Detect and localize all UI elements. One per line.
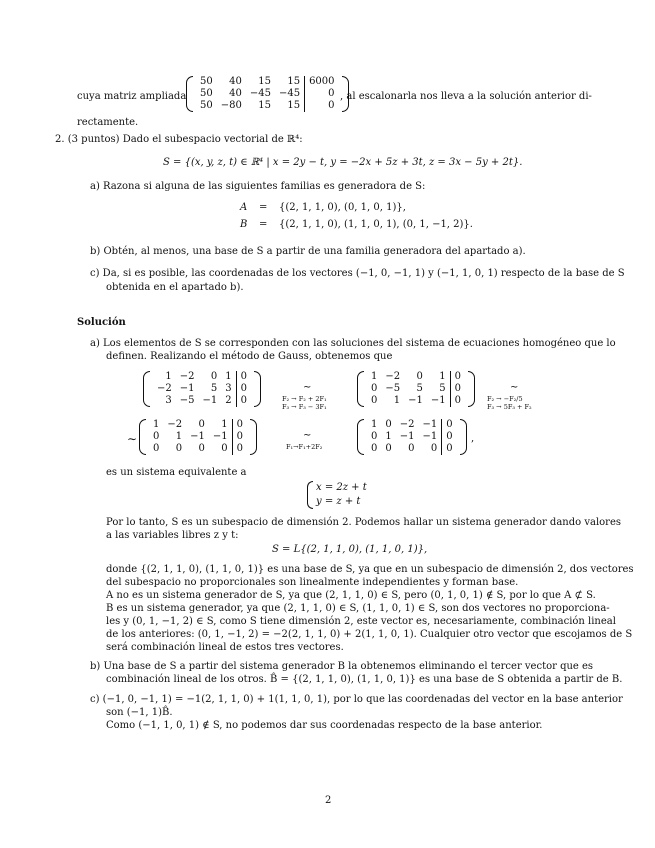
matrix-cell: 5	[416, 383, 423, 394]
matrix-comma: ,	[471, 433, 475, 444]
solution-b-line2: combinación lineal de los otros. B̂ = {(2, 1, 1, 0), (1, 1, 0, 1)} es una base de S obtenida a partir de B.	[106, 674, 623, 685]
matrix-cell: 1	[153, 419, 160, 430]
matrix-cell: 0	[210, 371, 218, 382]
row-op-3: F₁→F₁+2F₂	[286, 443, 323, 451]
matrix-cell: 0	[446, 419, 453, 430]
matrix-cell: −2	[399, 419, 415, 430]
problem-heading: 2. (3 puntos) Dado el subespacio vectorial de ℝ⁴:	[55, 134, 303, 145]
matrix-cell: 0	[240, 395, 247, 406]
matrix-cell: 3	[221, 383, 236, 395]
matrix-cell: 0	[454, 395, 461, 406]
matrix-cell: 1	[371, 371, 378, 382]
solution-p4: del subespacio no proporcionales son linealmente independientes y forman base.	[106, 577, 519, 588]
system-eq-2: y = z + t	[316, 496, 361, 507]
solution-p8: de los anteriores: (0, 1, −1, 2) = −2(2, 1, 1, 0) + 2(1, 1, 0, 1). Cualquier otro vector que escojamos de S	[106, 629, 633, 640]
equiv-symbol-4: ∼	[303, 430, 312, 441]
matrix-cell: −1	[408, 395, 423, 406]
matrix-cell: 50	[200, 100, 213, 111]
matrix-cell: −2	[157, 383, 172, 394]
family-a-label: A	[240, 202, 248, 213]
matrix-cell: −1	[419, 419, 443, 431]
solution-p7: les y (0, 1, −1, 2) ∈ S, como S tiene dimensión 2, este vector es, necesariamente, combinación lineal	[106, 616, 616, 627]
matrix-cell: 0	[371, 443, 378, 454]
matrix-cell: 0	[198, 419, 205, 430]
matrix-cell: −5	[385, 383, 401, 394]
intro-prefix: cuya matriz ampliada	[77, 91, 187, 102]
matrix-left-paren	[357, 419, 364, 455]
solution-c-line3: Como (−1, 1, 0, 1) ∉ S, no podemos dar sus coordenadas respecto de la base anterior.	[106, 720, 543, 731]
row-op-1a: F₂ → F₂ + 2F₁	[282, 395, 327, 403]
matrix-cell: 15	[275, 100, 305, 112]
solution-p1: Por lo tanto, S es un subespacio de dimensión 2. Podemos hallar un sistema generador dando valores	[106, 517, 621, 528]
matrix-cell: 0	[328, 100, 335, 111]
solution-a-line2: definen. Realizando el método de Gauss, obtenemos que	[106, 351, 393, 362]
matrix-left-paren	[357, 371, 364, 407]
matrix-cell: 0	[371, 383, 378, 394]
solution-title: Solución	[77, 317, 126, 328]
matrix-cell: 1	[209, 419, 233, 431]
matrix-cell: −1	[190, 431, 205, 442]
equivalent-system	[307, 481, 367, 509]
solution-b-line1: b) Una base de S a partir del sistema generador B la obtenemos eliminando el tercer vector que es	[90, 661, 594, 672]
part-a-question: a) Razona si alguna de las siguientes familias es generadora de S:	[90, 181, 426, 192]
intro-matrix	[186, 76, 349, 112]
equiv-symbol-2: ∼	[510, 382, 519, 393]
matrix-cell: 0	[236, 419, 243, 430]
matrix-cell: 0	[236, 443, 243, 454]
intro-suffix: , al escalonarla nos lleva a la solución anterior di-	[340, 91, 592, 102]
solution-p9: será combinación lineal de estos tres vectores.	[106, 642, 344, 653]
matrix-cell: −80	[220, 100, 242, 111]
row-op-2a: F₂ → −F₂/5	[487, 395, 523, 403]
matrix-cell: 40	[229, 76, 242, 87]
gauss-matrix-2	[357, 371, 475, 407]
gauss-matrix-3	[139, 419, 257, 455]
family-b-eq: =	[259, 219, 268, 230]
solution-c-line1: c) (−1, 0, −1, 1) = −1(2, 1, 1, 0) + 1(1, 1, 0, 1), por lo que las coordenadas del vector en la base anterior	[90, 694, 623, 705]
family-b-set: {(2, 1, 1, 0), (1, 1, 0, 1), (0, 1, −1, 2)}.	[279, 219, 473, 230]
row-op-1b: F₃ → F₃ − 3F₁	[282, 403, 327, 411]
matrix-cell: 0	[446, 443, 453, 454]
matrix-cell: 1	[371, 419, 378, 430]
gauss-matrix-4	[357, 419, 467, 455]
matrix-cell: 40	[229, 88, 242, 99]
matrix-cell: 0	[385, 419, 392, 430]
row-op-2b: F₃ → 5F₃ + F₂	[487, 403, 532, 411]
matrix-cell: 0	[153, 443, 160, 454]
matrix-cell: −2	[179, 371, 195, 382]
matrix-cell: 0	[371, 431, 378, 442]
matrix-cell: 15	[258, 76, 271, 87]
matrix-left-paren	[139, 419, 146, 455]
matrix-cell: 1	[427, 371, 451, 383]
matrix-cell: 0	[236, 431, 243, 442]
matrix-cell: −45	[275, 88, 305, 100]
solution-p2: a las variables libres z y t:	[106, 530, 239, 541]
matrix-cell: −1	[202, 395, 218, 406]
matrix-cell: 0	[240, 383, 247, 394]
matrix-cell: 15	[275, 76, 305, 88]
solution-c-line2: son (−1, 1)B̂.	[106, 707, 173, 718]
matrix-cell: 1	[165, 371, 172, 382]
matrix-cell: 0	[408, 443, 415, 454]
matrix-cell: 0	[175, 443, 183, 454]
matrix-cell: 0	[454, 383, 461, 394]
part-b-question: b) Obtén, al menos, una base de S a partir de una familia generadora del apartado a).	[90, 246, 526, 257]
matrix-cell: 15	[258, 100, 271, 111]
matrix-cell: 0	[198, 443, 205, 454]
matrix-cell: 1	[221, 371, 236, 383]
matrix-cell: 0	[416, 371, 423, 382]
solution-p3: donde {(2, 1, 1, 0), (1, 1, 0, 1)} es una base de S, ya que en un subespacio de dimensión 2, dos vectores	[106, 564, 634, 575]
matrix-cell: 0	[454, 371, 461, 382]
matrix-cell: 6000	[309, 76, 335, 87]
equivalent-system-text: es un sistema equivalente a	[106, 467, 247, 478]
matrix-cell: 50	[200, 76, 213, 87]
equiv-symbol-1: ∼	[303, 382, 312, 393]
solution-p5: A no es un sistema generador de S, ya que (2, 1, 1, 0) ∈ S, pero (0, 1, 0, 1) ∉ S, por lo que A ⊄ S.	[106, 590, 596, 601]
family-b-label: B	[240, 219, 248, 230]
matrix-cell: 1	[175, 431, 183, 442]
matrix-cell: 5	[427, 383, 451, 395]
matrix-cell: 1	[385, 431, 392, 442]
solution-p6: B es un sistema generador, ya que (2, 1, 1, 0) ∈ S, (1, 1, 0, 1) ∈ S, son dos vectores no proporciona-	[106, 603, 610, 614]
matrix-cell: 50	[200, 88, 213, 99]
family-a-set: {(2, 1, 1, 0), (0, 1, 0, 1)},	[279, 202, 406, 213]
gauss-matrix-1	[143, 371, 261, 407]
part-c-question-line1: c) Da, si es posible, las coordenadas de los vectores (−1, 0, −1, 1) y (−1, 1, 0, 1) respecto de la base de S	[90, 268, 625, 279]
solution-a-line1: a) Los elementos de S se corresponden con las soluciones del sistema de ecuaciones homogéneo que lo	[90, 338, 616, 349]
matrix-left-paren	[143, 371, 150, 407]
matrix-cell: −1	[427, 395, 451, 407]
matrix-cell: 0	[153, 431, 160, 442]
part-c-question-line2: obtenida en el apartado b).	[106, 282, 244, 293]
matrix-cell: 5	[210, 383, 218, 394]
matrix-cell: −2	[385, 371, 401, 382]
span-equation: S = L{(2, 1, 1, 0), (1, 1, 0, 1)},	[272, 544, 428, 555]
matrix-cell: 0	[209, 443, 233, 455]
matrix-cell: 0	[371, 395, 378, 406]
matrix-right-paren	[250, 419, 257, 455]
family-a-eq: =	[259, 202, 268, 213]
matrix-cell: −1	[179, 383, 195, 394]
matrix-cell: 0	[446, 431, 453, 442]
matrix-cell: 0	[419, 443, 443, 455]
matrix-left-paren	[186, 76, 193, 112]
matrix-cell: −1	[399, 431, 415, 442]
matrix-cell: 0	[328, 88, 335, 99]
matrix-cell: 3	[165, 395, 172, 406]
equiv-symbol-3: ∼	[127, 432, 138, 446]
matrix-right-paren	[460, 419, 467, 455]
matrix-cell: −1	[209, 431, 233, 443]
matrix-cell: −5	[179, 395, 195, 406]
matrix-right-paren	[468, 371, 475, 407]
matrix-cell: 1	[393, 395, 401, 406]
system-eq-1: x = 2z + t	[316, 482, 367, 493]
intro-continuation: rectamente.	[77, 117, 139, 128]
set-definition: S = {(x, y, z, t) ∈ ℝ⁴ | x = 2y − t, y = −2x + 5z + 3t, z = 3x − 5y + 2t}.	[163, 157, 523, 168]
page-number: 2	[325, 795, 332, 806]
matrix-cell: 0	[240, 371, 247, 382]
matrix-cell: 2	[221, 395, 236, 407]
matrix-cell: 0	[385, 443, 392, 454]
matrix-cell: −1	[419, 431, 443, 443]
matrix-cell: −2	[167, 419, 183, 430]
matrix-right-paren	[254, 371, 261, 407]
matrix-cell: −45	[249, 88, 271, 99]
